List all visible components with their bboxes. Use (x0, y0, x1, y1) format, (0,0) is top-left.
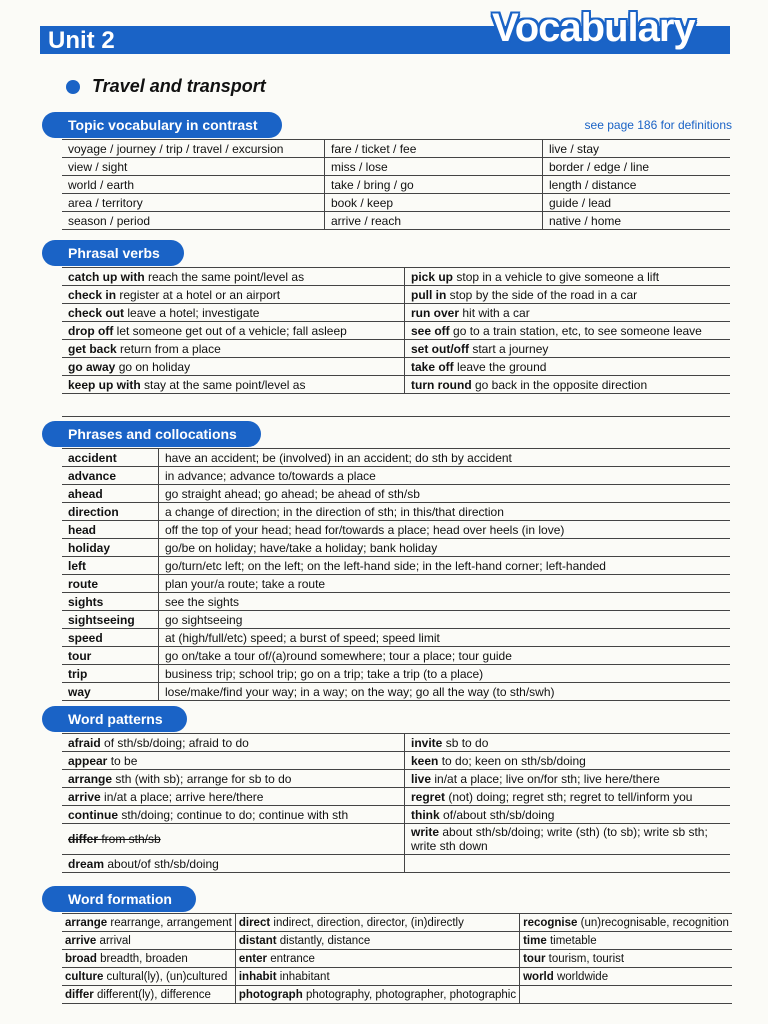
formation-cell (520, 986, 732, 1004)
phrasal-definition: leave a hotel; investigate (127, 305, 260, 320)
topic-words: miss / lose (331, 159, 388, 174)
phrasal-keyword: run over (411, 305, 460, 320)
collocation-definition: see the sights (165, 594, 240, 609)
phrasal-cell (62, 358, 405, 376)
formation-derivatives: worldwide (556, 970, 609, 983)
formation-derivatives: entrance (270, 952, 315, 965)
patterns-definition: (not) doing; regret sth; regret to tell/inform you (448, 789, 693, 804)
collocation-definition: have an accident; be (involved) in an accident; do sth by accident (165, 450, 512, 465)
collocation-keyword: holiday (68, 540, 111, 555)
topic-cell (543, 176, 731, 194)
table-row (62, 394, 730, 417)
table-row (62, 268, 730, 286)
table-row (62, 557, 730, 575)
collocation-keyword-cell (62, 647, 159, 665)
collocation-definition: go straight ahead; go ahead; be ahead of sth/sb (165, 486, 420, 501)
collocation-keyword-cell (62, 593, 159, 611)
patterns-keyword: arrange (68, 771, 113, 786)
phrasal-definition: go to a train station, etc, to see someone leave (453, 323, 702, 338)
formation-keyword: differ (65, 988, 94, 1001)
phrasal-definition: reach the same point/level as (148, 269, 305, 284)
topic-words: guide / lead (549, 195, 612, 210)
topic-cell (62, 194, 325, 212)
patterns-cell (62, 770, 405, 788)
collocation-definition-cell (159, 647, 731, 665)
table-row (62, 611, 730, 629)
table-row (62, 194, 730, 212)
topic-cell (325, 212, 543, 230)
patterns-definition: of sth/sb/doing; afraid to do (104, 735, 249, 750)
phrasal-cell (405, 268, 731, 286)
phrasal-keyword: get back (68, 341, 117, 356)
word-formation-label: Word formation (42, 886, 196, 912)
empty-cell (62, 394, 730, 417)
collocation-keyword: tour (68, 648, 92, 663)
collocation-definition: go on/take a tour of/(a)round somewhere; tour a place; tour guide (165, 648, 512, 663)
collocation-keyword-cell (62, 629, 159, 647)
collocation-definition: a change of direction; in the direction of sth; in this/that direction (165, 504, 504, 519)
collocation-keyword-cell (62, 467, 159, 485)
formation-keyword: direct (238, 916, 271, 929)
topic-cell (543, 212, 731, 230)
formation-cell (62, 932, 235, 950)
phrasal-verbs-label: Phrasal verbs (42, 240, 184, 266)
formation-keyword: world (523, 970, 554, 983)
patterns-cell (405, 855, 731, 873)
table-row (62, 140, 730, 158)
topic-words: area / territory (68, 195, 143, 210)
topic-cell (62, 158, 325, 176)
phrasal-keyword: drop off (68, 323, 114, 338)
collocation-definition-cell (159, 467, 731, 485)
table-row (62, 212, 730, 230)
topic-words: native / home (549, 213, 622, 228)
phrasal-keyword: set out/off (411, 341, 469, 356)
table-row (62, 467, 730, 485)
formation-cell (520, 932, 732, 950)
formation-cell (62, 986, 235, 1004)
definitions-note: see page 186 for definitions (584, 118, 732, 132)
table-row (62, 286, 730, 304)
collocation-keyword: sightseeing (68, 612, 135, 627)
patterns-definition: sth (with sb); arrange for sb to do (115, 771, 292, 786)
patterns-cell (62, 824, 405, 855)
collocation-keyword: speed (68, 630, 103, 645)
phrasal-cell (405, 286, 731, 304)
phrasal-verbs-table (62, 267, 730, 417)
phrasal-definition: go back in the opposite direction (475, 377, 648, 392)
patterns-cell (405, 752, 731, 770)
topic-words: fare / ticket / fee (331, 141, 417, 156)
collocation-definition: go/be on holiday; have/take a holiday; bank holiday (165, 540, 438, 555)
phrasal-definition: leave the ground (457, 359, 547, 374)
collocation-definition-cell (159, 521, 731, 539)
topic-words: book / keep (331, 195, 394, 210)
patterns-keyword: live (411, 771, 432, 786)
phrasal-cell (405, 376, 731, 394)
formation-cell (520, 914, 732, 932)
phrasal-definition: return from a place (120, 341, 221, 356)
table-row (62, 950, 732, 968)
patterns-definition: in/at a place; live on/for sth; live here/there (434, 771, 660, 786)
patterns-definition: from sth/sb (101, 832, 161, 846)
patterns-cell (405, 788, 731, 806)
table-row (62, 932, 732, 950)
table-row (62, 788, 730, 806)
collocation-definition-cell (159, 485, 731, 503)
collocation-definition-cell (159, 629, 731, 647)
table-row (62, 665, 730, 683)
table-row (62, 485, 730, 503)
patterns-definition: of/about sth/sb/doing (443, 807, 555, 822)
patterns-keyword: appear (68, 753, 108, 768)
phrasal-cell (405, 340, 731, 358)
section-heading (66, 76, 266, 97)
phrasal-definition: stay at the same point/level as (144, 377, 306, 392)
table-row (62, 683, 730, 701)
collocation-definition-cell (159, 557, 731, 575)
patterns-cell (405, 824, 731, 855)
phrasal-definition: stop in a vehicle to give someone a lift (456, 269, 660, 284)
topic-words: length / distance (549, 177, 637, 192)
table-row (62, 449, 730, 467)
collocation-definition: business trip; school trip; go on a trip; take a trip (to a place) (165, 666, 484, 681)
topic-cell (325, 158, 543, 176)
collocation-definition: go/turn/etc left; on the left; on the left-hand side; in the left-hand corner; left-handed (165, 558, 606, 573)
formation-cell (235, 968, 519, 986)
unit-title: Unit 2 (48, 27, 115, 54)
patterns-definition: in/at a place; arrive here/there (104, 789, 264, 804)
phrasal-cell (405, 304, 731, 322)
phrasal-keyword: catch up with (68, 269, 145, 284)
phrases-collocations-label: Phrases and collocations (42, 421, 261, 447)
phrasal-keyword: pull in (411, 287, 447, 302)
patterns-cell (62, 788, 405, 806)
collocation-definition-cell (159, 539, 731, 557)
formation-cell (235, 986, 519, 1004)
formation-cell (62, 950, 235, 968)
collocation-keyword-cell (62, 683, 159, 701)
collocation-definition: at (high/full/etc) speed; a burst of speed; speed limit (165, 630, 440, 645)
table-row (62, 629, 730, 647)
formation-derivatives: inhabitant (279, 970, 330, 983)
topic-vocabulary-table (62, 139, 730, 230)
collocation-keyword-cell (62, 521, 159, 539)
phrasal-cell (62, 340, 405, 358)
topic-cell (62, 176, 325, 194)
phrasal-cell (62, 376, 405, 394)
table-row (62, 734, 730, 752)
bullet-icon (66, 80, 80, 94)
formation-cell (235, 950, 519, 968)
collocation-definition-cell (159, 611, 731, 629)
vocabulary-title: Vocabulary (492, 6, 695, 50)
collocation-definition-cell (159, 683, 731, 701)
table-row (62, 539, 730, 557)
patterns-keyword: afraid (68, 735, 101, 750)
formation-derivatives: photography, photographer, photographic (305, 988, 517, 1001)
collocation-definition-cell (159, 665, 731, 683)
patterns-cell (405, 734, 731, 752)
table-row (62, 358, 730, 376)
table-row (62, 304, 730, 322)
formation-derivatives: tourism, tourist (548, 952, 625, 965)
patterns-definition: to do; keen on sth/sb/doing (441, 753, 586, 768)
topic-words: live / stay (549, 141, 600, 156)
collocation-definition: off the top of your head; head for/towards a place; head over heels (in love) (165, 522, 565, 537)
topic-cell (543, 194, 731, 212)
topic-words: view / sight (68, 159, 128, 174)
patterns-keyword: invite (411, 735, 443, 750)
formation-derivatives: indirect, direction, director, (in)directly (273, 916, 464, 929)
phrasal-cell (405, 322, 731, 340)
formation-keyword: inhabit (238, 970, 277, 983)
formation-cell (62, 914, 235, 932)
phrasal-keyword: pick up (411, 269, 454, 284)
collocation-keyword: way (68, 684, 91, 699)
phrasal-definition: let someone get out of a vehicle; fall asleep (116, 323, 347, 338)
formation-cell (62, 968, 235, 986)
collocation-keyword-cell (62, 485, 159, 503)
patterns-cell (405, 806, 731, 824)
formation-derivatives: rearrange, arrangement (110, 916, 232, 929)
collocation-definition-cell (159, 593, 731, 611)
formation-derivatives: different(ly), difference (96, 988, 211, 1001)
phrasal-keyword: take off (411, 359, 454, 374)
patterns-cell (405, 770, 731, 788)
table-row (62, 806, 730, 824)
topic-vocabulary-label: Topic vocabulary in contrast (42, 112, 282, 138)
formation-keyword: enter (238, 952, 267, 965)
table-row (62, 770, 730, 788)
patterns-cell (62, 734, 405, 752)
formation-keyword: photograph (238, 988, 303, 1001)
topic-cell (325, 176, 543, 194)
phrasal-definition: stop by the side of the road in a car (449, 287, 638, 302)
formation-derivatives: arrival (99, 934, 131, 947)
collocation-keyword-cell (62, 557, 159, 575)
collocation-keyword: route (68, 576, 98, 591)
phrasal-cell (62, 268, 405, 286)
collocation-keyword: head (68, 522, 97, 537)
collocation-definition-cell (159, 575, 731, 593)
phrasal-definition: start a journey (472, 341, 549, 356)
patterns-keyword: write (411, 825, 440, 839)
table-row (62, 914, 732, 932)
patterns-keyword: dream (68, 856, 105, 871)
formation-derivatives: (un)recognisable, recognition (580, 916, 729, 929)
formation-derivatives: distantly, distance (279, 934, 371, 947)
collocation-keyword: sights (68, 594, 104, 609)
table-row (62, 593, 730, 611)
collocation-keyword-cell (62, 611, 159, 629)
patterns-keyword: arrive (68, 789, 101, 804)
collocation-keyword: advance (68, 468, 117, 483)
phrasal-keyword: keep up with (68, 377, 141, 392)
topic-cell (325, 140, 543, 158)
topic-cell (543, 158, 731, 176)
collocation-keyword: left (68, 558, 86, 573)
table-row (62, 521, 730, 539)
section-title: Travel and transport (92, 76, 266, 96)
formation-cell (520, 950, 732, 968)
collocation-keyword-cell (62, 449, 159, 467)
collocation-keyword-cell (62, 665, 159, 683)
phrasal-keyword: see off (411, 323, 450, 338)
patterns-keyword: differ (68, 832, 98, 846)
formation-keyword: time (523, 934, 547, 947)
patterns-keyword: think (411, 807, 440, 822)
table-row (62, 824, 730, 855)
formation-derivatives: timetable (549, 934, 597, 947)
phrasal-definition: go on holiday (118, 359, 191, 374)
phrasal-keyword: turn round (411, 377, 472, 392)
patterns-keyword: regret (411, 789, 446, 804)
topic-cell (543, 140, 731, 158)
formation-keyword: arrange (65, 916, 108, 929)
phrases-collocations-table (62, 448, 730, 701)
word-patterns-table (62, 733, 730, 873)
collocation-keyword-cell (62, 503, 159, 521)
patterns-definition: to be (110, 753, 138, 768)
patterns-cell (62, 855, 405, 873)
formation-keyword: broad (65, 952, 97, 965)
topic-words: take / bring / go (331, 177, 414, 192)
phrasal-keyword: check out (68, 305, 125, 320)
topic-cell (325, 194, 543, 212)
table-row (62, 176, 730, 194)
formation-keyword: recognise (523, 916, 578, 929)
collocation-keyword: accident (68, 450, 117, 465)
topic-words: voyage / journey / trip / travel / excursion (68, 141, 284, 156)
collocation-keyword-cell (62, 539, 159, 557)
phrasal-keyword: check in (68, 287, 117, 302)
table-row (62, 503, 730, 521)
table-row (62, 376, 730, 394)
topic-words: world / earth (68, 177, 135, 192)
phrasal-definition: hit with a car (462, 305, 530, 320)
patterns-cell (62, 806, 405, 824)
collocation-definition: in advance; advance to/towards a place (165, 468, 376, 483)
topic-cell (62, 212, 325, 230)
patterns-definition: sth/doing; continue to do; continue with sth (121, 807, 349, 822)
table-row (62, 986, 732, 1004)
table-row (62, 647, 730, 665)
patterns-definition: about sth/sb/doing; write (sth) (to sb); write sb sth; write sth down (411, 825, 708, 853)
patterns-definition: sb to do (445, 735, 489, 750)
table-row (62, 752, 730, 770)
patterns-keyword: continue (68, 807, 118, 822)
collocation-definition-cell (159, 503, 731, 521)
table-row (62, 158, 730, 176)
collocation-definition: plan your/a route; take a route (165, 576, 326, 591)
formation-keyword: culture (65, 970, 104, 983)
patterns-keyword: keen (411, 753, 439, 768)
formation-cell (520, 968, 732, 986)
table-row (62, 575, 730, 593)
formation-derivatives: breadth, broaden (100, 952, 188, 965)
phrasal-cell (405, 358, 731, 376)
table-row (62, 340, 730, 358)
formation-derivatives: cultural(ly), (un)cultured (106, 970, 228, 983)
topic-words: season / period (68, 213, 151, 228)
formation-cell (235, 914, 519, 932)
collocation-definition: go sightseeing (165, 612, 243, 627)
formation-keyword: tour (523, 952, 546, 965)
collocation-keyword: direction (68, 504, 119, 519)
table-row (62, 855, 730, 873)
collocation-definition: lose/make/find your way; in a way; on the way; go all the way (to sth/swh) (165, 684, 555, 699)
phrasal-definition: register at a hotel or an airport (119, 287, 281, 302)
phrasal-cell (62, 286, 405, 304)
formation-keyword: distant (238, 934, 277, 947)
collocation-definition-cell (159, 449, 731, 467)
collocation-keyword: trip (68, 666, 88, 681)
patterns-cell (62, 752, 405, 770)
collocation-keyword: ahead (68, 486, 103, 501)
formation-keyword: arrive (65, 934, 97, 947)
patterns-definition: about/of sth/sb/doing (107, 856, 219, 871)
formation-cell (235, 932, 519, 950)
phrasal-keyword: go away (68, 359, 116, 374)
topic-words: arrive / reach (331, 213, 402, 228)
topic-cell (62, 140, 325, 158)
word-formation-table (62, 913, 732, 1004)
phrasal-cell (62, 322, 405, 340)
topic-words: border / edge / line (549, 159, 650, 174)
phrasal-cell (62, 304, 405, 322)
collocation-keyword-cell (62, 575, 159, 593)
table-row (62, 322, 730, 340)
word-patterns-label: Word patterns (42, 706, 187, 732)
table-row (62, 968, 732, 986)
